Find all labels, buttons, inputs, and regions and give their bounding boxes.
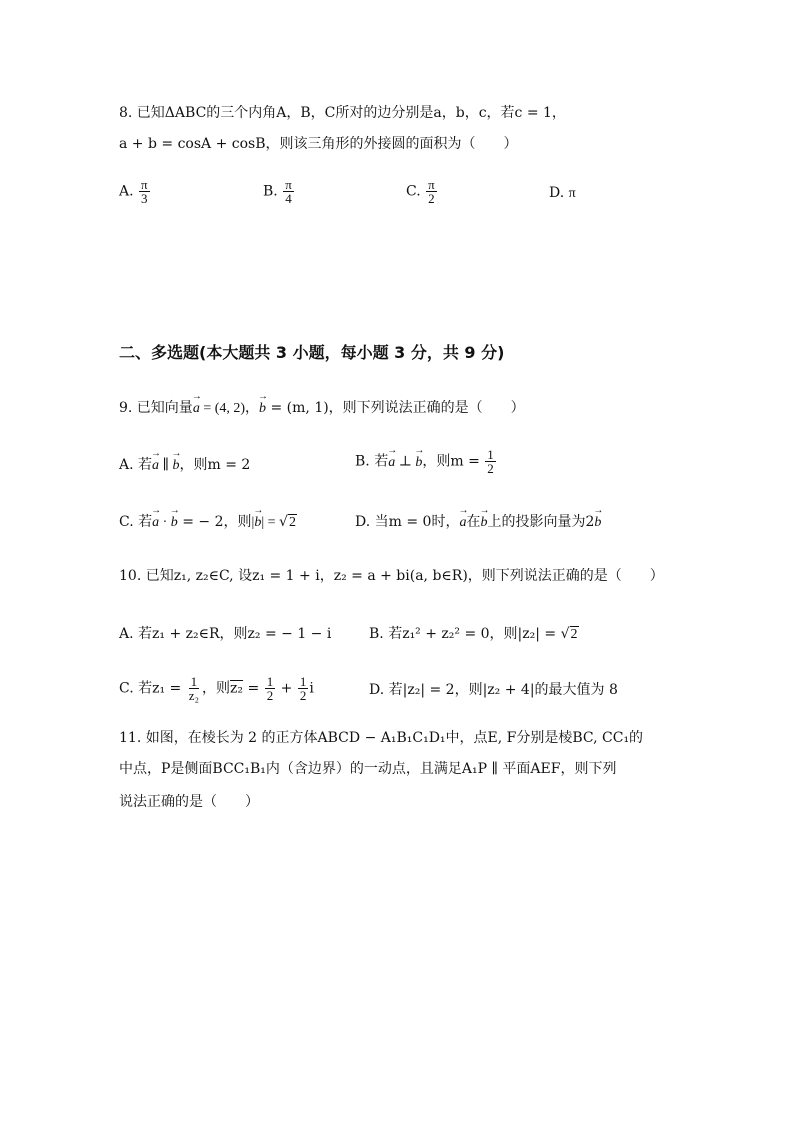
q8-option-b [263, 178, 295, 205]
q8-option-d [549, 185, 576, 202]
equals: = [243, 680, 264, 697]
vector-a: → a [152, 458, 159, 474]
vector-a: → a [193, 401, 200, 417]
q9-option-a [119, 454, 250, 474]
equals: = [264, 515, 280, 530]
vector-a: → a [388, 455, 395, 471]
vector-b: → b [480, 515, 487, 531]
q11-line3: 说法正确的是（ ） [119, 794, 259, 810]
q8-line2: a + b = cosA + cosB，则该三角形的外接圆的面积为（ ） [119, 136, 518, 152]
q9-option-d [355, 511, 601, 531]
q10-option-d: D. 若|z₂| = 2，则|z₂ + 4|的最大值为 8 [369, 682, 618, 698]
parallel-symbol: ∥ [159, 458, 173, 473]
fraction: $\frac{1}{2}$ [487, 447, 494, 476]
q8-option-a [119, 178, 151, 205]
perpendicular-symbol: ⊥ [395, 454, 416, 470]
fraction: $\frac{\pi}{3}$ [141, 177, 148, 206]
vector-b: → b [415, 455, 422, 471]
vector-b: → b [171, 515, 178, 531]
plus: + [276, 680, 297, 697]
vector-b: → b [172, 458, 179, 474]
option-label: A. 若 [119, 457, 153, 473]
abs-close: | [261, 515, 265, 530]
option-on: 在 [466, 514, 481, 530]
option-mid: ，则 [202, 680, 231, 697]
vector-a-value: = (4, 2)， [199, 401, 260, 416]
q9-option-b [355, 448, 497, 475]
option-value: π [568, 186, 576, 201]
fraction: $\frac{\pi}{4}$ [285, 177, 292, 206]
option-label: B. 若 [355, 453, 389, 470]
q10-stem: 10. 已知z₁, z₂∈C, 设z₁ = 1 + i，z₂ = a + bi(a, b∈R)，则下列说法正确的是（ ） [119, 568, 664, 584]
sqrt-symbol: √ [279, 514, 288, 530]
q9-stem-prefix: 9. 已知向量 [119, 400, 193, 416]
option-tail: 上的投影向量为2 [487, 514, 595, 530]
option-label: B. 若z₁² + z₂² = 0，则|z₂| = [369, 626, 561, 642]
q10-option-a: A. 若z₁ + z₂∈R，则z₂ = − 1 − i [119, 626, 332, 642]
vector-a: → a [152, 515, 159, 531]
option-tail: ，则m = 2 [179, 457, 251, 473]
q10-option-c [119, 675, 314, 702]
option-label: C. [406, 183, 421, 200]
radicand: 2 [288, 515, 296, 530]
vector-a: → a [459, 515, 466, 531]
option-label: D. [549, 185, 565, 201]
q9-option-c [119, 511, 297, 531]
conjugate-z2: z₂ [230, 680, 244, 697]
q11-line1: 11. 如图，在棱长为 2 的正方体ABCD − A₁B₁C₁D₁中，点E, F分别是棱BC, CC₁的 [119, 730, 644, 746]
imaginary-unit: i [309, 680, 314, 697]
option-mid: ，则m = [422, 453, 485, 470]
option-label: C. 若 [119, 514, 153, 530]
fraction: $\frac{\pi}{2}$ [428, 177, 435, 206]
fraction: $\frac{1}{\text{z₂}}$ [188, 674, 200, 703]
section-heading: 二、多选题(本大题共 3 小题，每小题 3 分，共 9 分) [119, 343, 505, 362]
sqrt-symbol: √ [560, 626, 570, 642]
dot-symbol: · [159, 515, 171, 530]
option-label: B. [263, 183, 278, 200]
option-label: D. 当m = 0时， [355, 514, 460, 530]
fraction: $\frac{1}{2}$ [299, 674, 307, 703]
q11-line2: 中点，P是侧面BCC₁B₁内（含边界）的一动点，且满足A₁P ∥ 平面AEF，则下列 [119, 761, 617, 777]
vector-b: → b [254, 515, 261, 531]
vector-b: → b [259, 401, 266, 417]
q8-line1: 8. 已知ΔABC的三个内角A，B，C所对的边分别是a，b，c，若c = 1， [119, 105, 566, 121]
fraction: $\frac{1}{2}$ [266, 674, 274, 703]
q10-option-b [369, 623, 579, 643]
option-label: C. 若z₁ = [119, 680, 186, 697]
option-mid: = − 2，则 [177, 514, 252, 530]
q9-stem [119, 397, 525, 417]
q8-option-c [406, 178, 438, 205]
radicand: 2 [570, 627, 578, 642]
option-label: A. [119, 183, 134, 200]
vector-b: → b [594, 515, 601, 531]
vector-b-value: = (m, 1)，则下列说法正确的是（ ） [266, 400, 525, 416]
abs-open: | [251, 515, 255, 530]
